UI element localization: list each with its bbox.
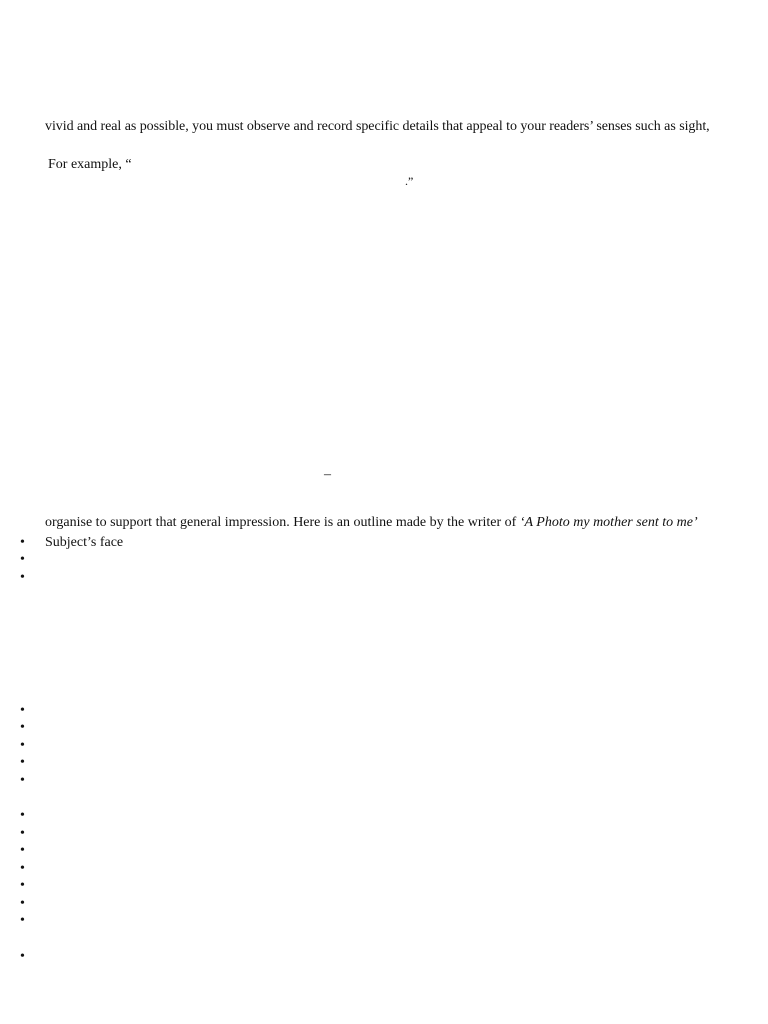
bullet-marker: • [20,878,25,893]
outline-intro-text: organise to support that general impression. Here is an outline made by the writer of [45,515,520,530]
bullet-marker: • [20,826,25,841]
example-close-quote: .” [405,174,414,188]
bullet-marker: • [20,896,25,911]
bullet-marker: • [20,720,25,735]
bullet-marker: • [20,535,25,550]
bullet-marker: • [20,861,25,876]
paragraph-line-senses: vivid and real as possible, you must observe and record specific details that appeal to your readers’ senses such as sight, [45,119,710,134]
bullet-marker: • [20,738,25,753]
bullet-marker: • [20,949,25,964]
bullet-marker: • [20,913,25,928]
bullet-marker: • [20,552,25,567]
bullet-marker: • [20,773,25,788]
bullet-marker: • [20,843,25,858]
essay-title: ‘A Photo my mother sent to me’ [519,515,698,530]
example-intro: For example, “ [48,157,132,172]
bullet-marker: • [20,808,25,823]
bullet-marker: • [20,755,25,770]
paragraph-line-outline [45,514,698,531]
bullet-item-subject-face: Subject’s face [45,535,124,550]
dash: – [324,467,331,482]
bullet-marker: • [20,570,25,585]
bullet-marker: • [20,703,25,718]
